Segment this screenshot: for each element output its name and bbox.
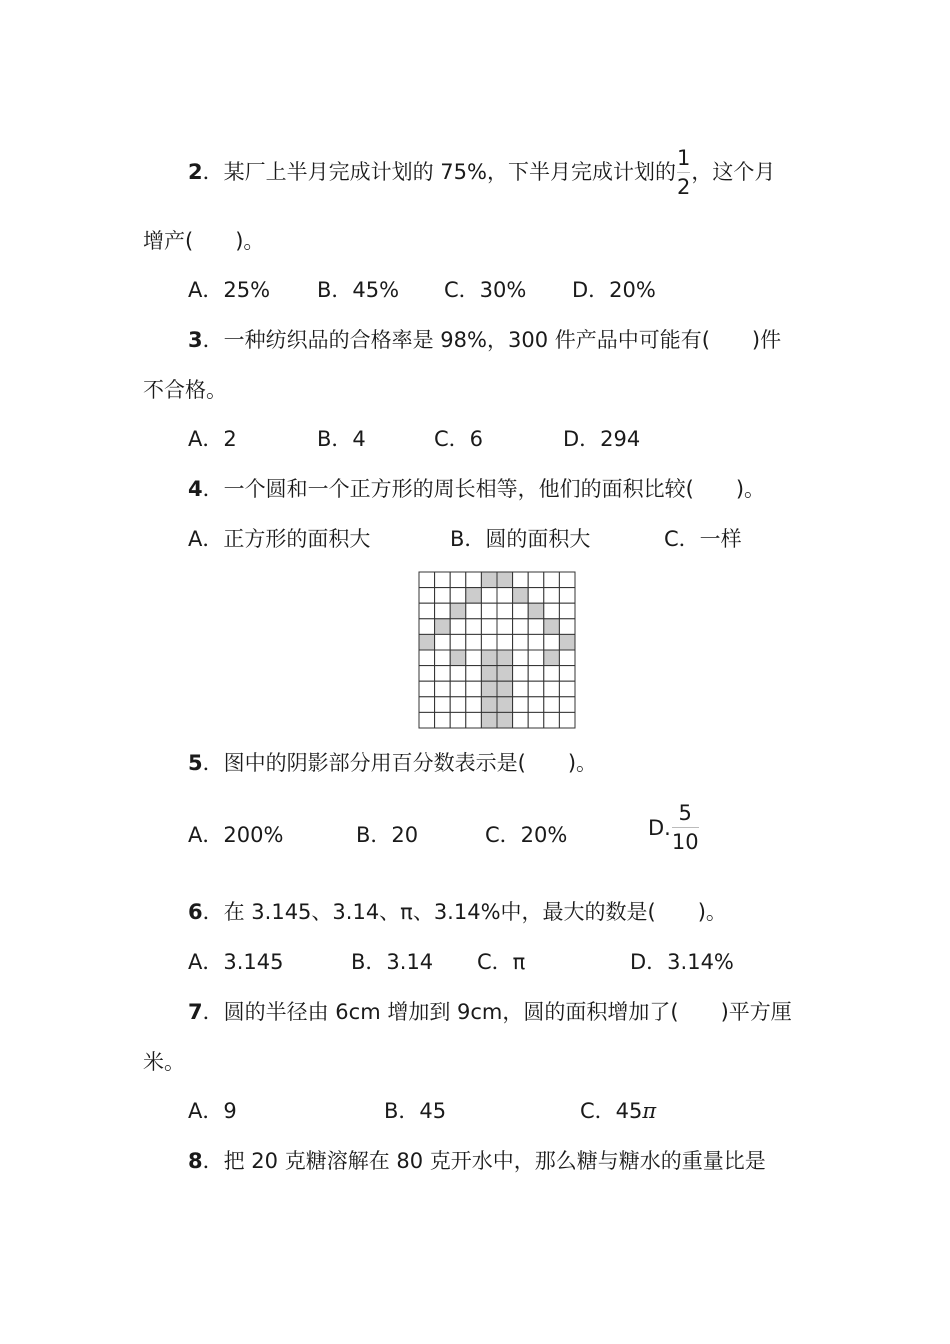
grid-cell-shaded bbox=[481, 697, 497, 713]
question-2-fraction bbox=[677, 148, 690, 198]
grid-cell bbox=[466, 650, 482, 666]
grid-cell bbox=[435, 697, 451, 713]
grid-cell bbox=[513, 681, 529, 697]
grid-cell bbox=[497, 588, 513, 604]
grid-cell-shaded bbox=[497, 712, 513, 728]
grid-cell-shaded bbox=[513, 588, 529, 604]
question-6-option-c: C．π bbox=[477, 950, 526, 974]
grid-cell bbox=[466, 634, 482, 650]
question-2-text-a: ．某厂上半月完成计划的 75%，下半月完成计划的 bbox=[202, 160, 676, 184]
grid-cell bbox=[450, 619, 466, 635]
question-5-number: 5 bbox=[188, 751, 203, 775]
question-5-option-c: C．20% bbox=[485, 823, 568, 847]
grid-cell-shaded bbox=[497, 697, 513, 713]
grid-cell bbox=[481, 619, 497, 635]
grid-cell bbox=[435, 666, 451, 682]
grid-cell bbox=[419, 572, 435, 588]
grid-cell bbox=[497, 634, 513, 650]
grid-cell-shaded bbox=[497, 681, 513, 697]
question-7-option-a: A．9 bbox=[188, 1099, 237, 1123]
grid-cell bbox=[419, 712, 435, 728]
grid-cell bbox=[450, 634, 466, 650]
grid-cell bbox=[528, 634, 544, 650]
grid-cell bbox=[419, 619, 435, 635]
grid-cell bbox=[544, 697, 560, 713]
grid-cell bbox=[528, 666, 544, 682]
grid-cell bbox=[513, 666, 529, 682]
question-8-number: 8 bbox=[188, 1149, 203, 1173]
grid-cell bbox=[419, 650, 435, 666]
grid-cell bbox=[513, 619, 529, 635]
grid-cell bbox=[481, 603, 497, 619]
question-8-line-1 bbox=[188, 1146, 766, 1176]
question-6-option-a: A．3.145 bbox=[188, 950, 284, 974]
grid-cell bbox=[528, 712, 544, 728]
grid-cell bbox=[419, 588, 435, 604]
grid-cell bbox=[466, 666, 482, 682]
grid-cell bbox=[419, 603, 435, 619]
question-5-option-a: A．200% bbox=[188, 823, 284, 847]
grid-cell bbox=[544, 588, 560, 604]
option-d-fraction bbox=[672, 803, 699, 853]
grid-cell bbox=[466, 603, 482, 619]
grid-cell bbox=[544, 603, 560, 619]
grid-cell bbox=[435, 712, 451, 728]
grid-cell bbox=[559, 650, 575, 666]
grid-cell bbox=[513, 603, 529, 619]
question-4-number: 4 bbox=[188, 477, 203, 501]
grid-cell bbox=[513, 650, 529, 666]
question-3-line-1 bbox=[188, 325, 781, 355]
question-4-option-a: A．正方形的面积大 bbox=[188, 527, 371, 551]
fraction-numerator: 5 bbox=[672, 803, 699, 828]
question-3-number: 3 bbox=[188, 328, 203, 352]
grid-cell bbox=[559, 697, 575, 713]
fraction-numerator: 1 bbox=[677, 148, 690, 173]
option-d-prefix: D. bbox=[648, 816, 671, 840]
grid-cell bbox=[513, 634, 529, 650]
grid-cell bbox=[435, 650, 451, 666]
question-2-text-b: ，这个月 bbox=[691, 160, 776, 184]
grid-cell bbox=[466, 712, 482, 728]
grid-cell bbox=[497, 619, 513, 635]
grid-cell bbox=[513, 697, 529, 713]
grid-cell bbox=[466, 572, 482, 588]
question-2-option-a: A．25% bbox=[188, 278, 271, 302]
pi-symbol: π bbox=[642, 1099, 657, 1123]
grid-cell bbox=[450, 588, 466, 604]
grid-cell bbox=[559, 603, 575, 619]
question-4-line-1 bbox=[188, 474, 765, 504]
question-5-option-b: B．20 bbox=[356, 823, 419, 847]
grid-cell-shaded bbox=[481, 666, 497, 682]
grid-cell bbox=[544, 634, 560, 650]
grid-cell bbox=[435, 603, 451, 619]
grid-cell bbox=[544, 712, 560, 728]
grid-cell-shaded bbox=[481, 712, 497, 728]
grid-cell-shaded bbox=[435, 619, 451, 635]
grid-cell-shaded bbox=[481, 572, 497, 588]
question-5-text-a: ．图中的阴影部分用百分数表示是( )。 bbox=[202, 751, 598, 775]
grid-cell-shaded bbox=[419, 634, 435, 650]
question-6-number: 6 bbox=[188, 900, 203, 924]
grid-cell bbox=[435, 634, 451, 650]
question-7-number: 7 bbox=[188, 1000, 203, 1024]
grid-cell-shaded bbox=[481, 650, 497, 666]
grid-cell bbox=[528, 650, 544, 666]
question-4-option-b: B．圆的面积大 bbox=[450, 527, 591, 551]
grid-cell bbox=[466, 697, 482, 713]
grid-cell bbox=[559, 619, 575, 635]
question-6-text-a: ．在 3.145、3.14、π、3.14%中，最大的数是( )。 bbox=[202, 900, 727, 924]
grid-cell-shaded bbox=[481, 681, 497, 697]
grid-cell bbox=[513, 712, 529, 728]
grid-cell-shaded bbox=[544, 650, 560, 666]
grid-cell-shaded bbox=[559, 634, 575, 650]
question-2-option-c: C．30% bbox=[444, 278, 527, 302]
question-3-option-d: D．294 bbox=[563, 427, 641, 451]
grid-cell bbox=[466, 619, 482, 635]
question-3-line-2: 不合格。 bbox=[143, 378, 227, 402]
grid-cell bbox=[466, 681, 482, 697]
grid-cell bbox=[544, 681, 560, 697]
question-2-line-2: 增产( )。 bbox=[143, 229, 265, 253]
question-4-option-c: C．一样 bbox=[664, 527, 742, 551]
grid-cell bbox=[435, 572, 451, 588]
grid-svg bbox=[418, 571, 576, 729]
question-6-option-b: B．3.14 bbox=[351, 950, 434, 974]
grid-cell bbox=[528, 572, 544, 588]
question-2-option-d: D．20% bbox=[572, 278, 656, 302]
question-3-option-c: C．6 bbox=[434, 427, 484, 451]
grid-cell bbox=[528, 619, 544, 635]
grid-cell-shaded bbox=[497, 650, 513, 666]
fraction-denominator: 2 bbox=[676, 175, 691, 199]
grid-cell bbox=[450, 666, 466, 682]
question-4-text-a: ．一个圆和一个正方形的周长相等，他们的面积比较( )。 bbox=[202, 477, 766, 501]
grid-cell bbox=[450, 712, 466, 728]
question-7-option-b: B．45 bbox=[384, 1099, 447, 1123]
fraction-denominator: 10 bbox=[671, 830, 699, 854]
grid-cell bbox=[559, 588, 575, 604]
grid-cell bbox=[450, 697, 466, 713]
grid-cell-shaded bbox=[450, 603, 466, 619]
question-5-line-1 bbox=[188, 748, 597, 778]
grid-cell-shaded bbox=[466, 588, 482, 604]
grid-cell bbox=[497, 603, 513, 619]
question-7-option-c bbox=[580, 1096, 656, 1126]
question-6-line-1 bbox=[188, 897, 727, 927]
grid-cell bbox=[544, 572, 560, 588]
grid-cell-shaded bbox=[544, 619, 560, 635]
grid-cell bbox=[528, 588, 544, 604]
shaded-grid-figure bbox=[418, 571, 576, 729]
question-2-option-b: B．45% bbox=[317, 278, 400, 302]
grid-cell bbox=[419, 681, 435, 697]
question-6-option-d: D．3.14% bbox=[630, 950, 734, 974]
question-8-text-a: ．把 20 克糖溶解在 80 克开水中，那么糖与糖水的重量比是 bbox=[202, 1149, 766, 1173]
grid-cell bbox=[544, 666, 560, 682]
grid-cell bbox=[559, 712, 575, 728]
option-c-prefix: C．45 bbox=[580, 1099, 643, 1123]
grid-cell bbox=[419, 666, 435, 682]
grid-cell bbox=[513, 572, 529, 588]
grid-cell bbox=[435, 681, 451, 697]
grid-cell bbox=[481, 634, 497, 650]
grid-cell-shaded bbox=[497, 572, 513, 588]
question-7-line-1 bbox=[188, 997, 792, 1027]
grid-cell bbox=[481, 588, 497, 604]
question-7-line-2: 米。 bbox=[143, 1050, 185, 1074]
grid-cell bbox=[419, 697, 435, 713]
question-5-option-d bbox=[648, 803, 700, 853]
grid-cell bbox=[528, 681, 544, 697]
question-3-option-a: A．2 bbox=[188, 427, 237, 451]
grid-cell bbox=[559, 572, 575, 588]
question-2-number: 2 bbox=[188, 160, 203, 184]
grid-cell bbox=[450, 681, 466, 697]
question-3-text-a: ．一种纺织品的合格率是 98%，300 件产品中可能有( )件 bbox=[202, 328, 782, 352]
grid-cell bbox=[559, 666, 575, 682]
question-7-text-a: ．圆的半径由 6cm 增加到 9cm，圆的面积增加了( )平方厘 bbox=[202, 1000, 792, 1024]
grid-cell-shaded bbox=[528, 603, 544, 619]
grid-cell bbox=[435, 588, 451, 604]
grid-cell-shaded bbox=[450, 650, 466, 666]
grid-cell bbox=[559, 681, 575, 697]
grid-cell bbox=[528, 697, 544, 713]
question-3-option-b: B．4 bbox=[317, 427, 366, 451]
grid-cell bbox=[450, 572, 466, 588]
grid-cell-shaded bbox=[497, 666, 513, 682]
question-2-line-1 bbox=[188, 148, 775, 198]
